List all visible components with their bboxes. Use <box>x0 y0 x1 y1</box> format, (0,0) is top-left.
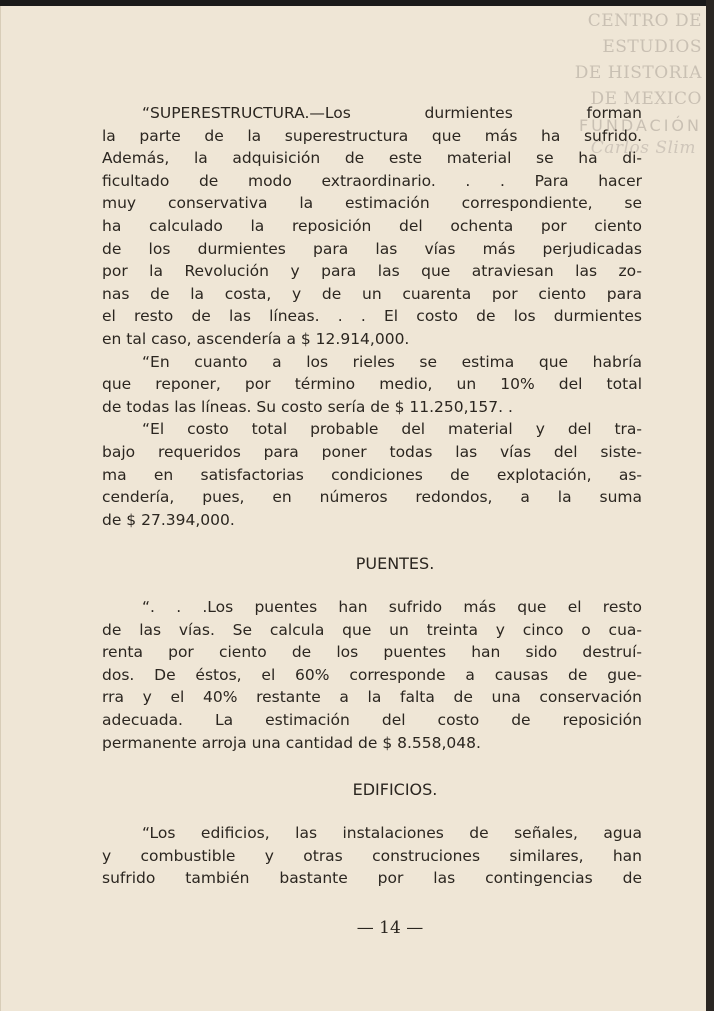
text-line: de las vías. Se calcula que un treinta y cinco o cua- <box>102 620 642 639</box>
text-line: muy conservativa la estimación correspondiente, se <box>102 194 642 213</box>
text-line: “En cuanto a los rieles se estima que habría <box>142 352 642 371</box>
text-line: adecuada. La estimación del costo de reposición <box>102 710 642 729</box>
text-line: el resto de las líneas. . . El costo de los durmientes <box>102 307 642 326</box>
text-line: de $ 27.394,000. <box>102 510 235 529</box>
text-line: de los durmientes para las vías más perjudicadas <box>102 239 642 258</box>
text-line: en tal caso, ascendería a $ 12.914,000. <box>102 329 410 348</box>
text-line: ma en satisfactorias condiciones de explotación, as- <box>102 465 642 484</box>
text-line: que reponer, por término medio, un 10% del total <box>102 375 642 394</box>
text-line: y combustible y otras construciones similares, han <box>102 846 642 865</box>
watermark-foundation: FUNDACIÓN <box>578 116 702 135</box>
text-line: ha calculado la reposición del ochenta por ciento <box>102 216 642 235</box>
text-line: cendería, pues, en números redondos, a la suma <box>102 488 642 507</box>
section-heading-puentes: PUENTES. <box>355 554 435 573</box>
watermark-line: DE MEXICO <box>590 89 702 109</box>
text-line: dos. De éstos, el 60% corresponde a causas de gue- <box>102 665 642 684</box>
watermark-line: CENTRO DE <box>587 11 702 31</box>
text-line: renta por ciento de los puentes han sido destruí- <box>102 643 642 662</box>
watermark-line: ESTUDIOS <box>602 37 702 57</box>
page-edge-shadow <box>706 0 714 1011</box>
watermark-signature: Carlos Slim <box>590 138 696 158</box>
text-line: de todas las líneas. Su costo sería de $ 11.250,157. . <box>102 397 513 416</box>
text-line: la parte de la superestructura que más ha sufrido. <box>102 126 642 145</box>
section-superestructura <box>102 102 642 531</box>
text-line: Además, la adquisición de este material se ha di- <box>102 149 642 168</box>
watermark-line: DE HISTORIA <box>574 63 702 83</box>
section-heading-edificios: EDIFICIOS. <box>352 780 438 799</box>
page-number: — 14 — <box>356 918 424 938</box>
text-line: ficultado de modo extraordinario. . . Para hacer <box>102 171 642 190</box>
text-line: sufrido también bastante por las contingencias de <box>102 869 642 888</box>
text-line: bajo requeridos para poner todas las vías del siste- <box>102 442 642 461</box>
text-line: “SUPERESTRUCTURA.—Los durmientes forman <box>142 104 642 122</box>
text-line: “. . .Los puentes han sufrido más que el resto <box>142 598 642 616</box>
text-line: rra y el 40% restante a la falta de una conservación <box>102 688 642 707</box>
text-line: “Los edificios, las instalaciones de señales, agua <box>142 824 642 842</box>
text-line: permanente arroja una cantidad de $ 8.558,048. <box>102 733 481 752</box>
text-line: nas de la costa, y de un cuarenta por ciento para <box>102 284 642 303</box>
section-edificios <box>102 822 642 890</box>
section-puentes <box>102 596 642 754</box>
text-line: por la Revolución y para las que atraviesan las zo- <box>102 262 642 281</box>
text-line: “El costo total probable del material y del tra- <box>142 420 642 439</box>
